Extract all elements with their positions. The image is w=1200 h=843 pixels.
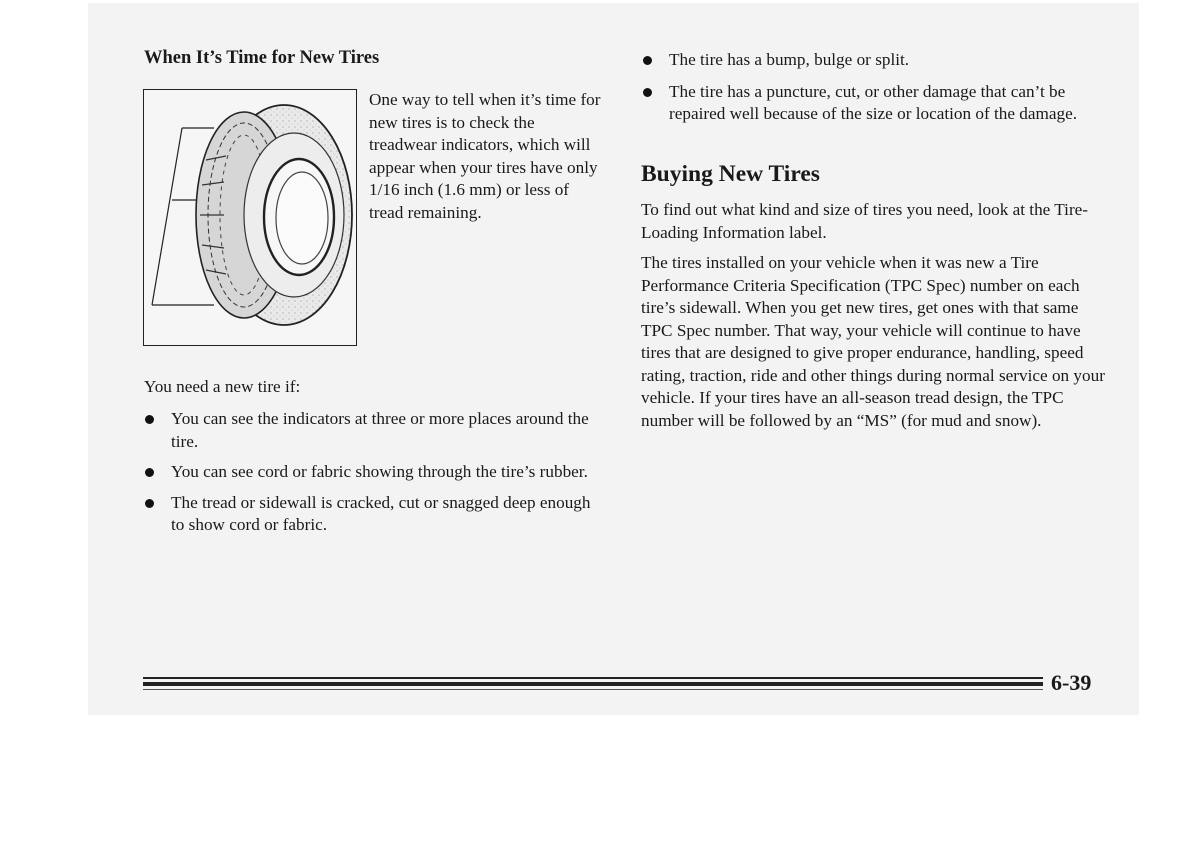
tire-label-paragraph: To find out what kind and size of tires you need, look at the Tire-Loading Information label. xyxy=(641,200,1089,242)
bullet-icon xyxy=(145,415,154,424)
new-tire-conditions-list xyxy=(143,408,608,537)
tire-illustration xyxy=(143,89,357,346)
tpc-spec-paragraph: The tires installed on your vehicle when it was new a Tire Performance Criteria Specification (TPC Spec) number on each tire’s sidewall. When you get new tires, get ones with that same TPC Spec number. That way, your vehicle will continue to have tires that are designed to give proper endurance, handling, speed rating, traction, ride and other things during normal service on your vehicle. If your tires have an all-season tread design, the TPC number will be followed by an “MS” (for mud and snow). xyxy=(641,253,1105,430)
list-item: You can see the indicators at three or more places around the tire. xyxy=(143,408,608,453)
list-item: The tire has a puncture, cut, or other damage that can’t be repaired well because of the size or location of the damage. xyxy=(641,81,1106,126)
bullet-icon xyxy=(643,88,652,97)
section-heading-new-tires: When It’s Time for New Tires xyxy=(144,48,380,68)
section-heading-buying-tires: Buying New Tires xyxy=(641,161,820,187)
bullet-icon xyxy=(643,56,652,65)
footer-rule-bold xyxy=(143,682,1043,686)
footer-rule-bottom xyxy=(143,689,1043,690)
need-new-tire-lead: You need a new tire if: xyxy=(144,377,301,396)
bullet-icon xyxy=(145,468,154,477)
page-number: 6-39 xyxy=(1051,670,1092,695)
list-item: The tire has a bump, bulge or split. xyxy=(641,49,1106,72)
list-item: The tread or sidewall is cracked, cut or snagged deep enough to show cord or fabric. xyxy=(143,492,608,537)
intro-paragraph: One way to tell when it’s time for new tires is to check the treadwear indicators, which will appear when your tires have only 1/16 inch (1.6 mm) or less of tread remaining. xyxy=(369,90,601,222)
tire-damage-list xyxy=(641,49,1106,126)
bullet-icon xyxy=(145,499,154,508)
footer-rule-top xyxy=(143,677,1043,679)
tire-treadwear-icon xyxy=(144,90,355,344)
list-item: You can see cord or fabric showing through the tire’s rubber. xyxy=(143,461,608,484)
